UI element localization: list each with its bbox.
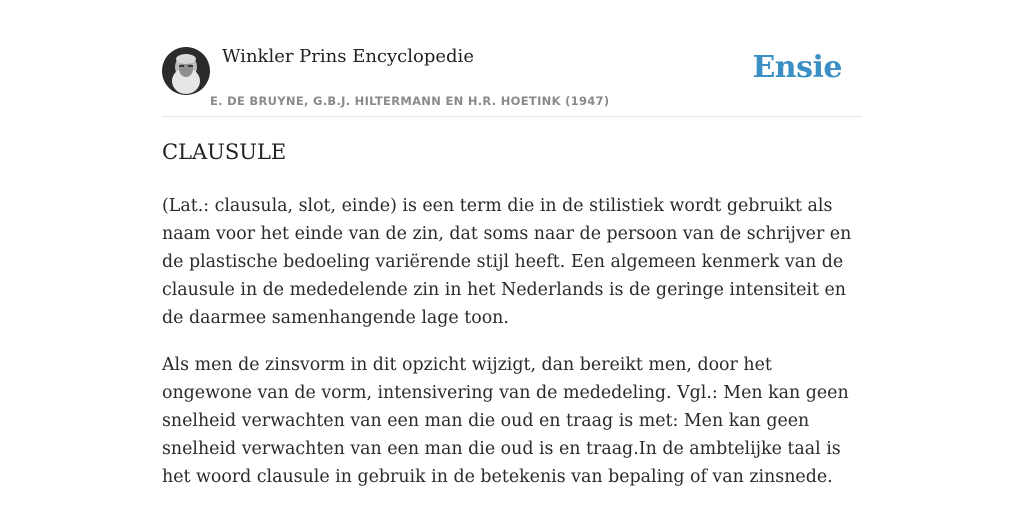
author-portrait-icon	[162, 47, 210, 95]
source-header	[162, 45, 862, 117]
article-paragraph: Als men de zinsvorm in dit opzicht wijzigt, dan bereikt men, door het ongewone van de vorm, intensivering van de mededeling. Vgl.: Men kan geen snelheid verwachten van een man die oud en traag is met: Men kan geen snelheid verwachten van een man die oud is en traag.In de ambtelijke taal is het woord clausule in gebruik in de betekenis van bepaling of van zinsnede.	[162, 355, 849, 487]
article-body	[162, 192, 862, 510]
source-title[interactable]: Winkler Prins Encyclopedie	[222, 46, 474, 67]
article-term: CLAUSULE	[162, 140, 287, 164]
article-paragraph: (Lat.: clausula, slot, einde) is een term die in de stilistiek wordt gebruikt als naam voor het einde van de zin, dat soms naar de persoon van de schrijver en de plastische bedoeling variërende stijl heeft. Een algemeen kenmerk van de clausule in de mededelende zin in het Nederlands is de geringe intensiteit en de daarmee samenhangende lage toon.	[162, 196, 852, 328]
source-authors: E. DE BRUYNE, G.B.J. HILTERMANN EN H.R. HOETINK (1947)	[210, 94, 610, 108]
ensie-logo[interactable]: Ensie	[752, 50, 842, 85]
